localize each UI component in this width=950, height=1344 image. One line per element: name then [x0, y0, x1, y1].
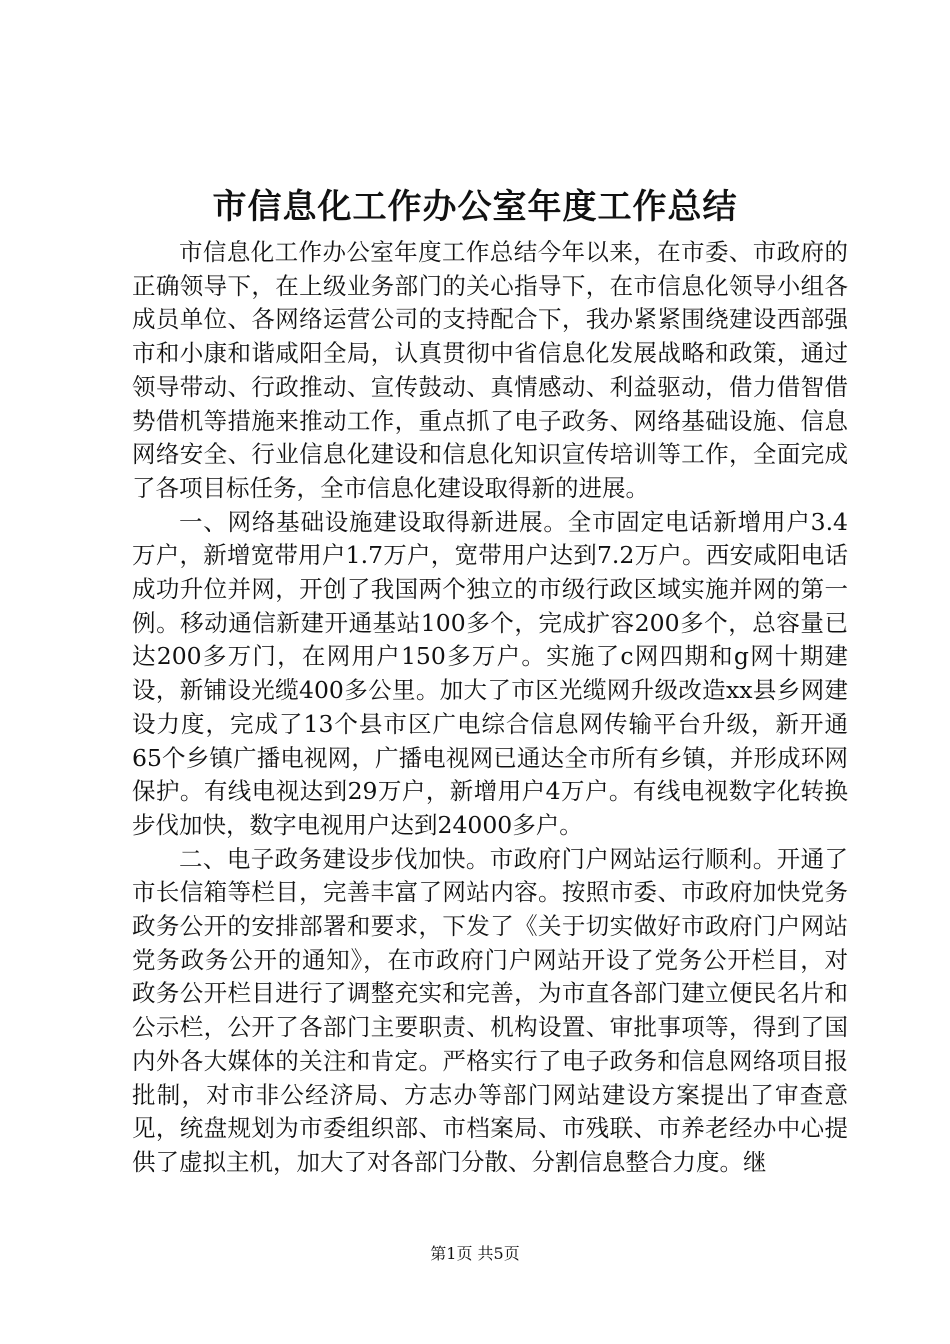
paragraph-network-infrastructure: 一、网络基础设施建设取得新进展。全市固定电话新增用户3.4万户，新增宽带用户1.7万户，宽带用户达到7.2万户。西安咸阳电话成功升位并网，开创了我国两个独立的市级行政区域实施并网的第一例。移动通信新建开通基站100多个，完成扩容200多个，总容量已达200多万门，在网用户150多万户。实施了c网四期和g网十期建设，新铺设光缆400多公里。加大了市区光缆网升级改造xx县乡网建设力度，完成了13个县市区广电综合信息网传输平台升级，新开通65个乡镇广播电视网，广播电视网已通达全市所有乡镇，并形成环网保护。有线电视达到29万户，新增用户4万户。有线电视数字化转换步伐加快，数字电视用户达到24000多户。 — [132, 507, 848, 839]
paragraph-intro: 市信息化工作办公室年度工作总结今年以来，在市委、市政府的正确领导下，在上级业务部门的关心指导下，在市信息化领导小组各成员单位、各网络运营公司的支持配合下，我办紧紧围绕建设西部强市和小康和谐咸阳全局，认真贯彻中省信息化发展战略和政策，通过领导带动、行政推动、宣传鼓动、真情感动、利益驱动，借力借智借势借机等措施来推动工作，重点抓了电子政务、网络基础设施、信息网络安全、行业信息化建设和信息化知识宣传培训等工作，全面完成了各项目标任务，全市信息化建设取得新的进展。 — [132, 238, 848, 502]
document-body — [132, 236, 848, 1180]
document-title: 市信息化工作办公室年度工作总结 — [212, 187, 738, 227]
page-number-footer: 第1页 共5页 — [430, 1244, 520, 1263]
paragraph-e-government: 二、电子政务建设步伐加快。市政府门户网站运行顺利。开通了市长信箱等栏目，完善丰富了网站内容。按照市委、市政府加快党务政务公开的安排部署和要求，下发了《关于切实做好市政府门户网站党务政务公开的通知》，在市政府门户网站开设了党务公开栏目，对政务公开栏目进行了调整充实和完善，为市直各部门建立便民名片和公示栏，公开了各部门主要职责、机构设置、审批事项等，得到了国内外各大媒体的关注和肯定。严格实行了电子政务和信息网络项目报批制，对市非公经济局、方志办等部门网站建设方案提出了审查意见，统盘规划为市委组织部、市档案局、市残联、市养老经办中心提供了虚拟主机，加大了对各部门分散、分割信息整合力度。继 — [132, 844, 848, 1176]
